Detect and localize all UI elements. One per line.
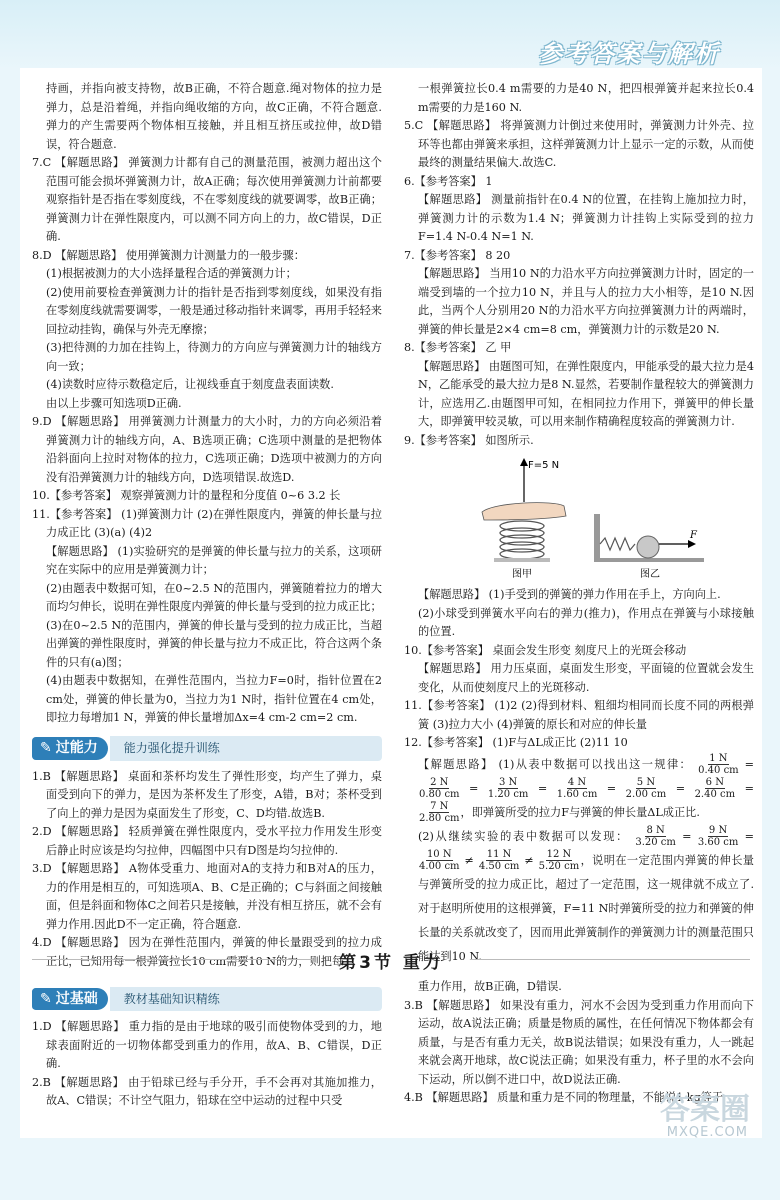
spring-icon <box>500 521 544 559</box>
fraction: $\frac{9 N}{3.60 cm}$ <box>697 825 739 848</box>
chapter-title: 第3节 重力 <box>20 948 762 973</box>
answer-paragraph: 持画，并指向被支持物，故B正确，不符合题意.绳对物体的拉力是弹力，总是沿着绳，并指向绳收缩的方向，故C正确，不符合题意.弹力的产生需要两个物体相互接触，并且相互挤压或拉伸，故D错误，符合题意. <box>46 82 382 151</box>
hand-icon <box>482 503 566 520</box>
right-column <box>404 80 754 969</box>
section-subtitle: 能力强化提升训练 <box>110 736 382 761</box>
answer-paragraph: 6.【参考答案】 1 <box>404 174 493 188</box>
answer-paragraph: 9.D 【解题思路】 用弹簧测力计测量力的大小时，力的方向必须沿着弹簧测力计的轴线方向，A、B选项正确；C选项中测量的是把物体沿斜面向上拉时对物体的拉力，C选项正确；D选项中被测力的方向没有沿弹簧测力计的轴线方向，D选项错误.故选D. <box>32 415 382 484</box>
ball-icon <box>637 536 659 558</box>
fraction: $\frac{2 N}{0.80 cm}$ <box>419 777 460 800</box>
figure-b-label: 图乙 <box>640 569 660 580</box>
answer-paragraph: 8.【参考答案】 乙 甲 <box>404 341 512 354</box>
answer-paragraph: 10.【参考答案】 桌面会发生形变 刻度尺上的光斑会移动 <box>404 643 687 657</box>
fraction: $\frac{6 N}{2.40 cm}$ <box>694 777 736 800</box>
answer-paragraph: 3.D 【解题思路】 A物体受重力、地面对A的支持力和B对A的压力，力的作用是相互的，可知选项A、B、C是正确的；C与斜面之间接触面，但是斜面和物体C之间若只是接触，并没有相互挤压，就不会有弹力作用.因此D不一定正确，符合题意. <box>32 862 382 931</box>
fraction: $\frac{12 N}{5.20 cm}$ <box>538 849 580 872</box>
answer-paragraph: 【解题思路】 测量前指针在0.4 N的位置，在挂钩上施加拉力时，弹簧测力计的示数为1.4 N；弹簧测力计挂钩上实际受到的拉力F=1.4 N-0.4 N=1 N. <box>418 193 754 243</box>
section-subtitle: 教材基础知识精练 <box>110 987 382 1012</box>
section-badge: ✎ 过能力 <box>32 737 108 760</box>
spring-b-icon <box>600 538 635 550</box>
section-banner-basic <box>32 986 382 1012</box>
answer-paragraph: 【解题思路】 当用10 N的力沿水平方向拉弹簧测力计时，固定的一端受到墙的一个拉力10 N，并且与人的拉力大小相等，是10 N.因此，当两个人分别用20 N的力沿水平方向拉弹簧测力计的两端时，弹簧的伸长量是2×4 cm=8 cm，弹簧测力计的示数是20 N. <box>418 267 754 336</box>
answer-paragraph: (4)由题表中数据知，在弹性范围内，当拉力F=0时，指针位置在2 cm处，弹簧的伸长量为0，当拉力为1 N时，指针位置在4 cm处，即拉力每增加1 N，弹簧的伸长量增加Δx=4 cm-2 cm=2 cm. <box>46 674 382 724</box>
answer-paragraph: (1)根据被测力的大小选择量程合适的弹簧测力计； <box>46 267 297 280</box>
section-banner-ability <box>32 736 382 762</box>
answer-paragraph: 1.D 【解题思路】 重力指的是由于地球的吸引而使物体受到的力，地球表面附近的一切物体都受到重力的作用，故A、B、C错误，D正确. <box>32 1020 382 1070</box>
fraction: $\frac{5 N}{2.00 cm}$ <box>625 777 667 800</box>
fraction: $\frac{10 N}{4.00 cm}$ <box>419 849 460 872</box>
wall <box>594 514 600 562</box>
figure-a-label: 图甲 <box>512 569 532 580</box>
answer-paragraph: 【解题思路】 (1)实验研究的是弹簧的伸长量与拉力的关系，这项研究在实际中的应用是弹簧测力计； <box>46 544 382 576</box>
answer-paragraph: (4)读数时应待示数稳定后，让视线垂直于刻度盘表面读数. <box>46 378 334 391</box>
answer-paragraph: 4.D 【解题思路】 因为在弹性范围内，弹簧的伸长量跟受到的拉力成正比，已知用每一根弹簧拉长10 cm需要10 N的力，则把每 <box>32 936 382 968</box>
left-column <box>32 80 382 971</box>
right-answers <box>404 80 754 450</box>
answer-paragraph: 4.B 【解题思路】 质量和重力是不同的物理量，不能说1 kg等于 <box>404 1091 724 1104</box>
answer-paragraph: 7.C 【解题思路】 弹簧测力计都有自己的测量范围，被测力超出这个范围可能会损坏弹簧测力计，故A正确；每次使用弹簧测力计前都要观察指针是否指在零刻度线，不在零刻度线的就要调零，故B正确；弹簧测力计在弹性限度内，可以测不同方向上的力，故C错误，D正确. <box>32 156 382 243</box>
answer-paragraph: 9.【参考答案】 如图所示. <box>404 433 534 447</box>
answer-paragraph: 重力作用，故B正确，D错误. <box>418 980 562 993</box>
answer-paragraph: (2)由题表中数据可知，在0~2.5 N的范围内，弹簧随着拉力的增大而均匀伸长，说明在弹性限度内弹簧的伸长量与受到的拉力成正比； <box>46 581 382 613</box>
watermark-logo: 答案圈 <box>660 1092 750 1127</box>
figure-svg <box>404 454 754 582</box>
answer-paragraph: 12.【参考答案】 (1)F与ΔL成正比 (2)11 10 <box>404 736 628 749</box>
fraction: $\frac{8 N}{3.20 cm}$ <box>635 825 676 848</box>
answer-paragraph: 【解题思路】 由题图可知，在弹性限度内，甲能承受的最大拉力是4 N，乙能承受的最大拉力是8 N.显然，若要制作量程较大的弹簧测力计，应选用乙.由题图甲可知，在相同拉力作用下，弹簧甲的伸长量大，即弹簧甲较灵敏，可以用来制作精确程度较高的弹簧测力计. <box>418 359 754 428</box>
answer-paragraph: 8.D 【解题思路】 使用弹簧测力计测量力的一般步骤： <box>32 248 305 262</box>
answer-paragraph: 【解题思路】 (1)手受到的弹簧的弹力作用在手上，方向向上. <box>418 588 721 601</box>
answer-paragraph: 由以上步骤可知选项D正确. <box>46 396 182 410</box>
force-label: F=5 N <box>528 460 560 471</box>
page <box>20 68 762 1138</box>
answer-paragraph: 2.D 【解题思路】 轻质弹簧在弹性限度内，受水平拉力作用发生形变后静止时应该是均匀拉伸，四幅图中只有D图是均匀拉伸的. <box>32 825 382 857</box>
answer-paragraph: 3.B 【解题思路】 如果没有重力，河水不会因为受到重力作用而向下运动，故A说法正确；质量是物质的属性，在任何情况下物体都会有质量，与是否有重力无关，故B说法错误；如果没有重力，人一跳起来就会离开地球，故C说法正确；如果没有重力，杯子里的水不会向下运动，所以倒不进口中，故D说法正确. <box>404 998 754 1086</box>
fraction: $\frac{4 N}{1.60 cm}$ <box>556 777 598 800</box>
bottom-left-column <box>32 978 382 1111</box>
answer-paragraph: 5.C 【解题思路】 将弹簧测力计倒过来使用时，弹簧测力计外壳、拉环等也都由弹簧来承担，这样弹簧测力计上显示一定的示数，从而使最终的测量结果偏大.故选C. <box>404 119 754 169</box>
answer-paragraph: 2.B 【解题思路】 由于铅球已经与手分开，手不会再对其施加推力，故A、C错误；不计空气阻力，铅球在空中运动的过程中只受 <box>32 1075 382 1107</box>
arrow-head-icon <box>520 458 528 466</box>
answer-paragraph: 10.【参考答案】 观察弹簧测力计的量程和分度值 0~6 3.2 长 <box>32 489 341 502</box>
pencil-icon: ✎ <box>40 740 52 757</box>
base-plate <box>494 558 550 562</box>
answer-paragraph: 1.B 【解题思路】 桌面和茶杯均发生了弹性形变，均产生了弹力，桌面受到向下的弹力，是因为茶杯发生了形变，A错，B对；茶杯受到了向上的弹力是因为桌面发生了形变，C、D均错.故选B. <box>32 769 382 820</box>
answer-figure <box>404 454 754 582</box>
watermark-url: MXQE.COM <box>666 1125 748 1140</box>
answer-paragraph: 11.【参考答案】 (1)2 (2)得到材料、粗细均相同而长度不同的两根弹簧 (3)拉力大小 (4)弹簧的原长和对应的伸长量 <box>404 699 754 731</box>
fraction: $\frac{7 N}{2.80 cm}$ <box>419 801 460 824</box>
pencil-icon: ✎ <box>40 990 52 1007</box>
fraction: $\frac{1 N}{0.40 cm}$ <box>698 753 739 776</box>
answer-paragraph: (3)在0~2.5 N的范围内，弹簧的伸长量与受到的拉力成正比，当超出弹簧的弹性限度时，弹簧的伸长量与拉力不成正比，符合这两个条件的只有(a)图； <box>46 618 382 669</box>
formula-2: (2)从继续实验的表中数据可以发现： $\frac{8 N}{3.20 cm}$ = $\frac{9 N}{3.60 cm}$ = $\frac{10 N}{4.00 cm}$ ≠ $\frac{11 N}{4.50 cm}$ ≠ $\frac{12 N}{5.20 cm}$ ，说明在一定范围内弹簧的伸长量与弹簧所受的拉力成正比，超过了一定范围，这一规律就不成立了.对于赵明所使用的这根弹簧，F=11 N时弹簧所受的拉力和弹簧的伸长量的关系就改变了，因而用此弹簧制作的弹簧测力计的测量范围只能达到10 N. <box>418 825 754 963</box>
header-title: 参考答案与解析 <box>538 40 720 68</box>
answer-paragraph: 7.【参考答案】 8 20 <box>404 248 511 262</box>
header-banner <box>0 0 780 70</box>
section-badge: ✎ 过基础 <box>32 988 108 1011</box>
arrow-head-right-icon <box>688 540 696 548</box>
left-answers <box>32 80 382 728</box>
bottom-left-answers <box>32 1018 382 1111</box>
floor <box>594 558 704 562</box>
left-answers-2 <box>32 768 382 972</box>
answer-paragraph: 【解题思路】 用力压桌面，桌面发生形变，平面镜的位置就会发生变化，从而使刻度尺上的光斑移动. <box>418 662 754 694</box>
answer-paragraph: (2)小球受到弹簧水平向右的弹力(推力)，作用点在弹簧与小球接触的位置. <box>418 606 754 638</box>
fraction: $\frac{11 N}{4.50 cm}$ <box>478 849 520 872</box>
formula-1: 【解题思路】 (1)从表中数据可以找出这一规律： $\frac{1 N}{0.40 cm}$ = $\frac{2 N}{0.80 cm}$ = $\frac{3 N}{1.20 cm}$ = $\frac{4 N}{1.60 cm}$ = $\frac{5 N}{2.00 cm}$ = $\frac{6 N}{2.40 cm}$ = $\frac{7 N}{2.80 cm}$ ，即弹簧所受的拉力F与弹簧的伸长量ΔL成正比. <box>418 753 754 824</box>
answer-paragraph: 11.【参考答案】 (1)弹簧测力计 (2)在弹性限度内，弹簧的伸长量与拉力成正比 (3)(a) (4)2 <box>32 507 382 539</box>
answer-paragraph: (2)使用前要检查弹簧测力计的指针是否指到零刻度线，如果没有指在零刻度线就需要调零，一般是通过移动指针来调零，再用手轻轻来回拉动挂钩，确保与外壳无摩擦； <box>46 285 382 336</box>
f-label: F <box>690 530 697 541</box>
fraction: $\frac{3 N}{1.20 cm}$ <box>487 777 529 800</box>
right-answers-2 <box>404 586 754 753</box>
answer-paragraph: (3)把待测的力加在挂钩上，待测力的方向应与弹簧测力计的轴线方向一致； <box>46 341 382 373</box>
answer-paragraph: 一根弹簧拉长0.4 m需要的力是40 N，把四根弹簧并起来拉长0.4 m需要的力是160 N. <box>418 82 754 114</box>
